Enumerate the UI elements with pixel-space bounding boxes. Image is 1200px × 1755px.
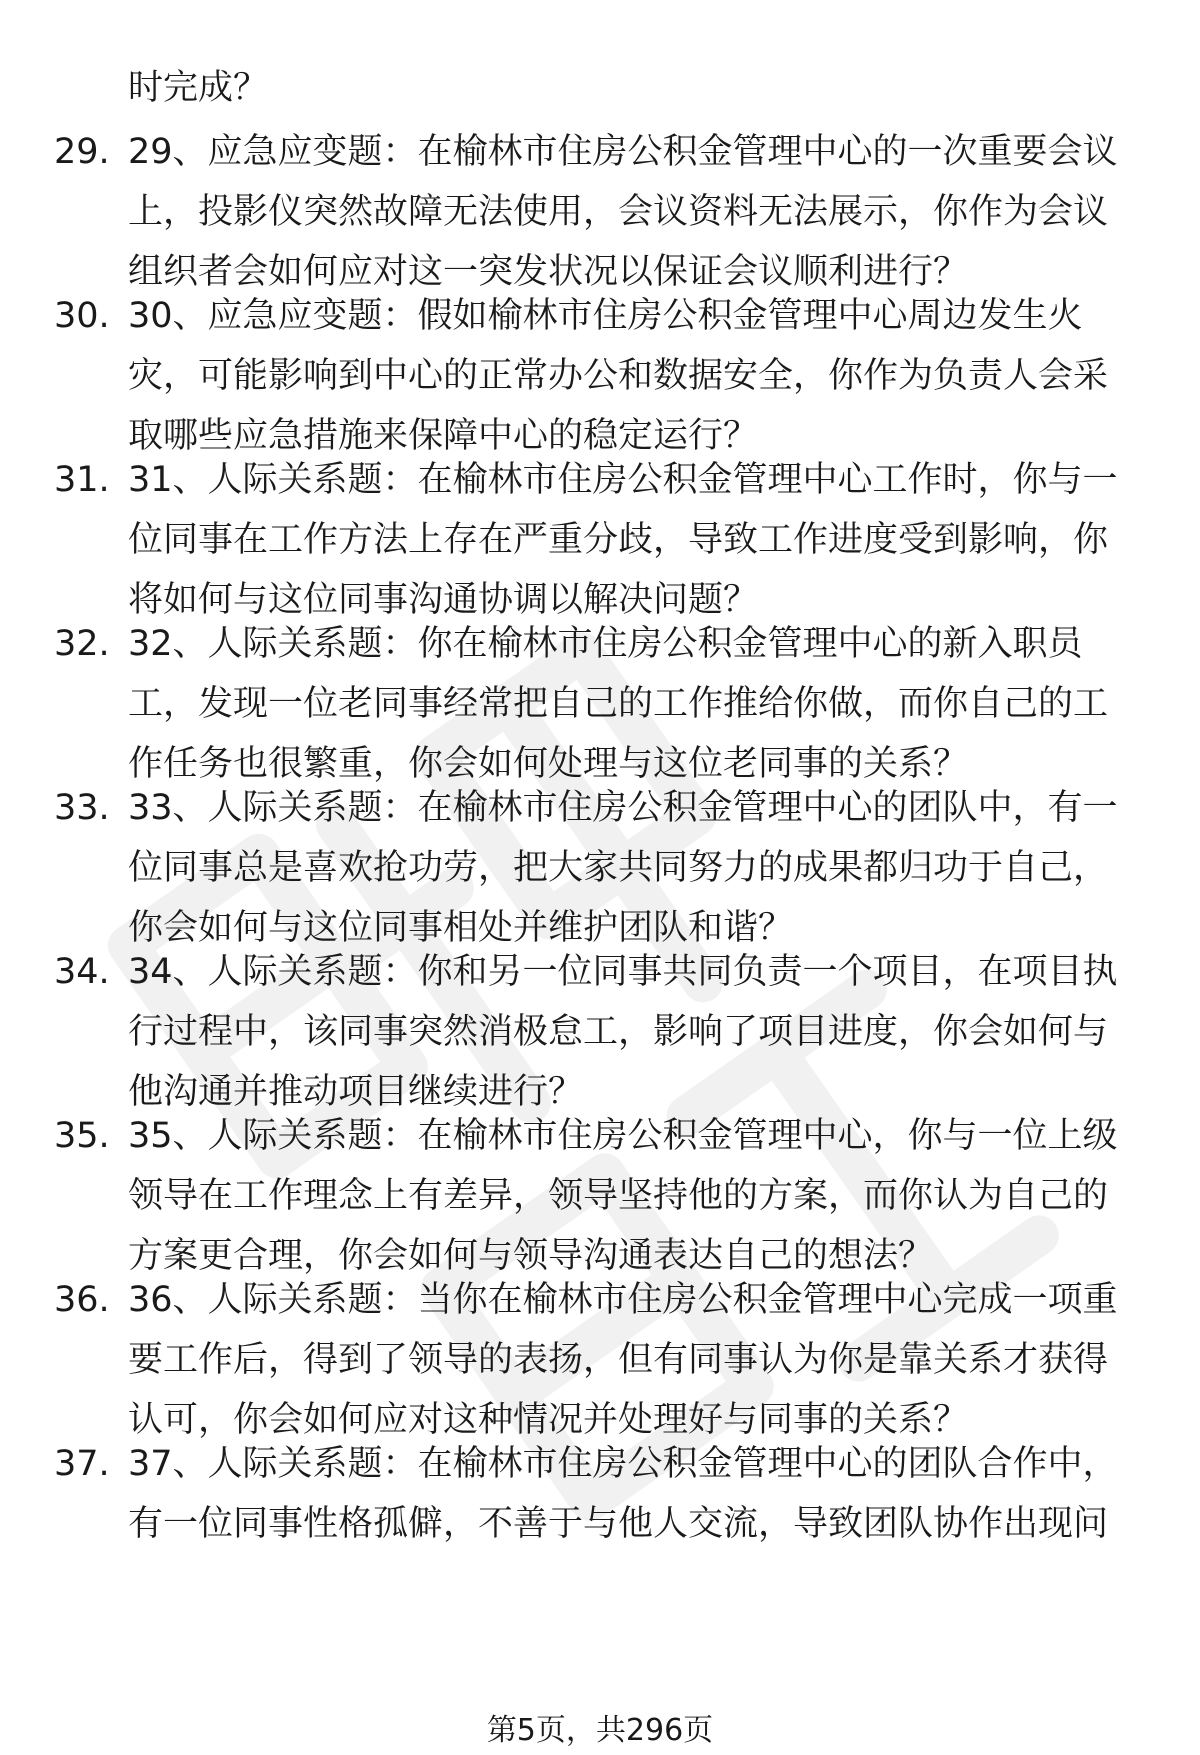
question-text [128, 286, 1148, 466]
list-number: 35. [54, 1116, 110, 1156]
list-number: 34. [54, 952, 110, 992]
text-line: 取哪些应急措施来保障中心的稳定运行？ [128, 416, 759, 456]
text-line: 上，投影仪突然故障无法使用，会议资料无法展示，你作为会议 [128, 192, 1109, 232]
question-text [128, 1270, 1148, 1450]
text-line: 灾，可能影响到中心的正常办公和数据安全，你作为负责人会采 [128, 356, 1109, 396]
question-text [128, 614, 1148, 794]
text-line: 行过程中，该同事突然消极怠工，影响了项目进度，你会如何与 [128, 1012, 1109, 1052]
text-line: 36、人际关系题：当你在榆林市住房公积金管理中心完成一项重 [128, 1280, 1118, 1320]
text-line: 位同事总是喜欢抢功劳，把大家共同努力的成果都归功于自己， [128, 848, 1109, 888]
question-text [128, 122, 1148, 302]
text-line: 位同事在工作方法上存在严重分歧，导致工作进度受到影响，你 [128, 520, 1109, 560]
text-line: 方案更合理，你会如何与领导沟通表达自己的想法？ [128, 1236, 934, 1276]
text-line: 他沟通并推动项目继续进行？ [128, 1072, 584, 1112]
text-line: 31、人际关系题：在榆林市住房公积金管理中心工作时，你与一 [128, 460, 1118, 500]
text-line: 32、人际关系题：你在榆林市住房公积金管理中心的新入职员 [128, 624, 1083, 664]
page-footer: 第5页，共296页 [486, 1713, 714, 1748]
text-line: 34、人际关系题：你和另一位同事共同负责一个项目，在项目执 [128, 952, 1118, 992]
question-text [128, 1434, 1148, 1554]
list-number: 30. [54, 296, 110, 336]
text-line: 作任务也很繁重，你会如何处理与这位老同事的关系？ [128, 744, 969, 784]
text-line: 33、人际关系题：在榆林市住房公积金管理中心的团队中，有一 [128, 788, 1118, 828]
question-text [128, 778, 1148, 958]
list-number: 37. [54, 1444, 110, 1484]
text-line: 29、应急应变题：在榆林市住房公积金管理中心的一次重要会议 [128, 132, 1118, 172]
text-line: 30、应急应变题：假如榆林市住房公积金管理中心周边发生火 [128, 296, 1083, 336]
text-line: 你会如何与这位同事相处并维护团队和谐？ [128, 908, 794, 948]
list-number: 29. [54, 132, 110, 172]
text-line: 有一位同事性格孤僻，不善于与他人交流，导致团队协作出现问 [128, 1504, 1109, 1544]
list-number: 36. [54, 1280, 110, 1320]
question-text [128, 450, 1148, 630]
question-text [128, 1106, 1148, 1286]
continued-text: 时完成？ [128, 68, 269, 108]
text-line: 组织者会如何应对这一突发状况以保证会议顺利进行？ [128, 252, 969, 292]
text-line: 领导在工作理念上有差异，领导坚持他的方案，而你认为自己的 [128, 1176, 1109, 1216]
text-line: 要工作后，得到了领导的表扬，但有同事认为你是靠关系才获得 [128, 1340, 1109, 1380]
list-number: 32. [54, 624, 110, 664]
list-number: 31. [54, 460, 110, 500]
text-line: 37、人际关系题：在榆林市住房公积金管理中心的团队合作中， [128, 1444, 1118, 1484]
list-number: 33. [54, 788, 110, 828]
text-line: 35、人际关系题：在榆林市住房公积金管理中心，你与一位上级 [128, 1116, 1118, 1156]
text-line: 认可，你会如何应对这种情况并处理好与同事的关系？ [128, 1400, 969, 1440]
text-line: 工，发现一位老同事经常把自己的工作推给你做，而你自己的工 [128, 684, 1109, 724]
text-line: 将如何与这位同事沟通协调以解决问题？ [128, 580, 759, 620]
question-text [128, 942, 1148, 1122]
